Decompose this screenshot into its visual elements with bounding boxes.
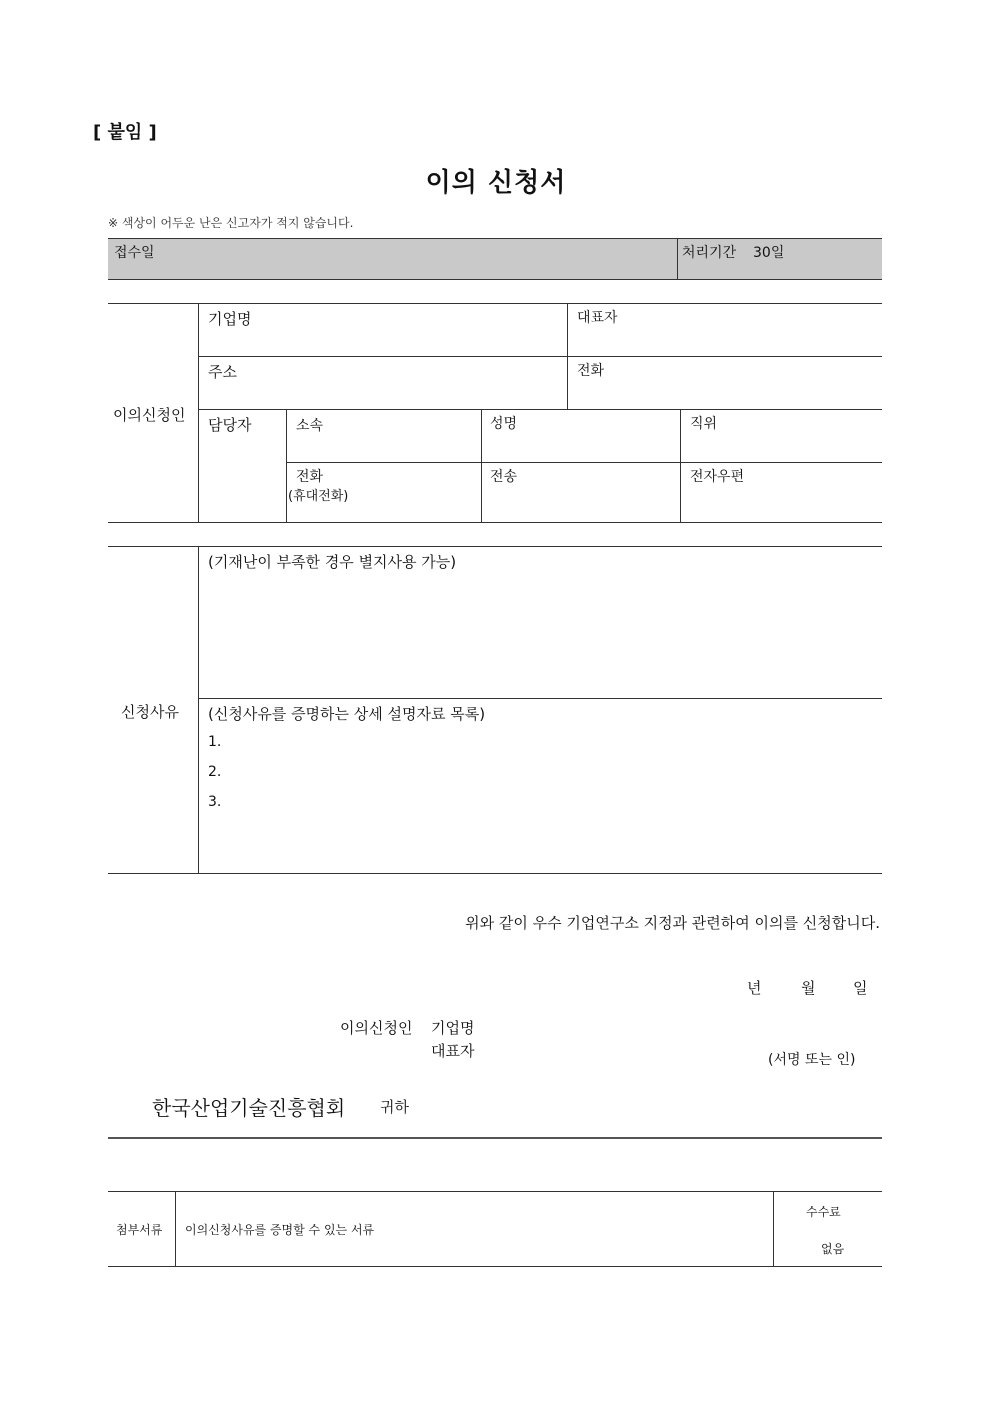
- applicant-row2-border: [198, 409, 882, 410]
- evidence-item-3[interactable]: 3.: [208, 794, 222, 810]
- address-field[interactable]: 주소: [208, 363, 237, 381]
- recipient-suffix: 귀하: [380, 1098, 409, 1116]
- signer-applicant-label: 이의신청인: [340, 1019, 413, 1037]
- applicant-row3-border: [286, 462, 882, 463]
- reason-bottom-border: [108, 873, 882, 874]
- evidence-item-1[interactable]: 1.: [208, 734, 222, 750]
- name-position-divider: [680, 409, 681, 522]
- reason-top-border: [108, 546, 882, 547]
- date-month[interactable]: 월: [801, 979, 816, 997]
- fee-value: 없음: [821, 1242, 845, 1256]
- attachment-bottom-border: [108, 1266, 882, 1267]
- contact-phone-field[interactable]: 전화: [296, 469, 324, 485]
- applicant-top-border: [108, 303, 882, 304]
- reason-label-divider: [198, 546, 199, 873]
- applicant-label-divider: [198, 303, 199, 522]
- form-note: ※ 색상이 어두운 난은 신고자가 적지 않습니다.: [108, 216, 354, 230]
- date-day[interactable]: 일: [853, 979, 868, 997]
- date-year[interactable]: 년: [747, 979, 762, 997]
- company-rep-divider: [567, 303, 568, 409]
- name-field[interactable]: 성명: [490, 416, 518, 432]
- processing-period-label: 처리기간: [682, 245, 737, 261]
- contact-label-divider: [286, 409, 287, 522]
- company-field[interactable]: 기업명: [208, 310, 252, 328]
- thick-divider: [108, 1137, 882, 1139]
- evidence-item-2[interactable]: 2.: [208, 764, 222, 780]
- reason-hint[interactable]: (기재난이 부족한 경우 별지사용 가능): [208, 553, 457, 571]
- received-date-label: 접수일: [114, 245, 155, 261]
- attachment-label-divider: [175, 1191, 176, 1266]
- attachment-label: 첨부서류: [116, 1223, 163, 1237]
- fax-field[interactable]: 전송: [490, 469, 518, 485]
- attachment-label: [ 붙임 ]: [93, 122, 157, 143]
- processing-period-value: 30일: [753, 245, 785, 261]
- receipt-divider: [677, 238, 678, 279]
- email-field[interactable]: 전자우편: [690, 469, 745, 485]
- attachment-top-border: [108, 1191, 882, 1192]
- applicant-row1-border: [198, 356, 882, 357]
- page-title: 이의 신청서: [425, 168, 567, 198]
- applicant-section-label: 이의신청인: [113, 406, 186, 424]
- reason-section-label: 신청사유: [121, 703, 179, 721]
- position-field[interactable]: 직위: [690, 416, 718, 432]
- signer-company-label[interactable]: 기업명: [431, 1019, 475, 1037]
- attachment-fee-divider: [773, 1191, 774, 1266]
- attachment-content: 이의신청사유를 증명할 수 있는 서류: [185, 1223, 375, 1237]
- recipient-name: 한국산업기술진흥협회: [152, 1096, 346, 1120]
- phone-field[interactable]: 전화: [577, 363, 605, 379]
- department-field[interactable]: 소속: [296, 418, 324, 434]
- signer-representative-label[interactable]: 대표자: [431, 1042, 475, 1060]
- dept-name-divider: [481, 409, 482, 522]
- fee-label: 수수료: [806, 1205, 841, 1219]
- applicant-bottom-border: [108, 522, 882, 523]
- reason-middle-border: [198, 698, 882, 699]
- declaration-text: 위와 같이 우수 기업연구소 지정과 관련하여 이의를 신청합니다.: [465, 914, 880, 932]
- evidence-hint[interactable]: (신청사유를 증명하는 상세 설명자료 목록): [208, 705, 486, 723]
- contact-phone-sub-label: (휴대전화): [288, 489, 349, 504]
- contact-person-label: 담당자: [208, 416, 252, 434]
- representative-field[interactable]: 대표자: [577, 310, 618, 326]
- sign-note[interactable]: (서명 또는 인): [768, 1052, 856, 1068]
